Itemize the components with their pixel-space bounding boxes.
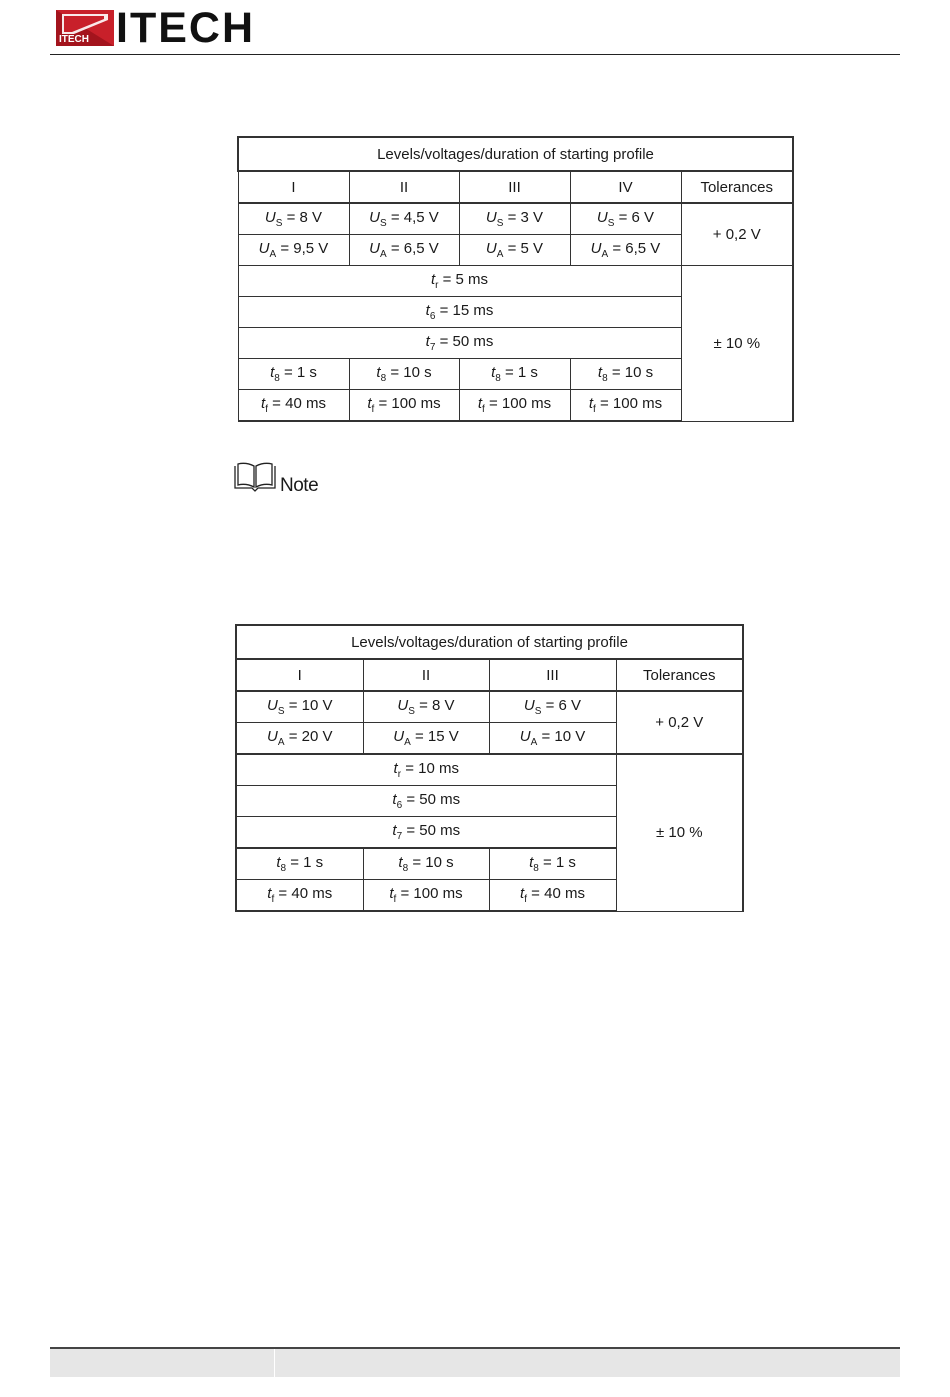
tf-value: = 40 ms — [272, 395, 326, 412]
table-cell: $U_S = 6$ V — [489, 691, 616, 723]
t7-value: = 50 ms — [406, 822, 461, 839]
t8-value: = 1 s — [283, 364, 317, 381]
logo-mark-icon — [56, 10, 114, 46]
table-cell: $t_8 = 1$ s — [236, 848, 363, 880]
table-cell: $t_7 = 50$ ms — [236, 817, 616, 849]
t8-value: = 10 s — [390, 364, 432, 381]
us-value: = 6 V — [545, 697, 582, 714]
table-cell: $t_8 = 1$ s — [459, 359, 570, 390]
t8-value: = 1 s — [504, 364, 538, 381]
logo-wordmark: ITECH — [116, 4, 255, 52]
table-cell: $t_f = 40$ ms — [489, 880, 616, 912]
t6-value: = 15 ms — [439, 302, 494, 319]
tf-value: = 40 ms — [278, 885, 333, 902]
starting-profile-table-2 — [235, 624, 744, 912]
table-cell: $t_f = 40$ ms — [238, 390, 349, 422]
table-cell: $U_A = 5$ V — [459, 235, 570, 266]
column-header: III — [489, 659, 616, 691]
note-label: Note — [280, 475, 319, 496]
table-cell: $t_f = 100$ ms — [459, 390, 570, 422]
table-cell: $t_8 = 10$ s — [570, 359, 681, 390]
table-cell: $t_7 = 50$ ms — [238, 328, 681, 359]
column-header: Tolerances — [616, 659, 743, 691]
table-cell: $U_A = 10$ V — [489, 723, 616, 755]
open-book-icon — [232, 462, 278, 497]
ua-value: = 9,5 V — [280, 240, 329, 257]
logo-small-text: ITECH — [59, 34, 89, 45]
tr-value: = 5 ms — [442, 271, 489, 288]
us-value: = 8 V — [286, 209, 323, 226]
page-footer — [50, 1347, 900, 1377]
page-header — [0, 0, 950, 56]
t8-value: = 10 s — [611, 364, 654, 381]
table-cell: $U_S = 3$ V — [459, 203, 570, 235]
t6-value: = 50 ms — [406, 791, 461, 808]
table-cell: $t_8 = 1$ s — [489, 848, 616, 880]
tf-value: = 100 ms — [378, 395, 441, 412]
table-cell: $U_A = 6,5$ V — [349, 235, 459, 266]
voltage-tolerance: + 0,2 V — [681, 203, 793, 266]
table-cell: $t_8 = 10$ s — [363, 848, 489, 880]
column-header: II — [363, 659, 489, 691]
tf-value: = 100 ms — [489, 395, 552, 412]
column-header: III — [459, 171, 570, 203]
table-cell: $U_S = 8$ V — [238, 203, 349, 235]
tf-value: = 100 ms — [600, 395, 663, 412]
table-cell: $t_6 = 50$ ms — [236, 786, 616, 817]
table-cell: $t_f = 100$ ms — [349, 390, 459, 422]
t8-value: = 1 s — [542, 854, 576, 871]
column-header: IV — [570, 171, 681, 203]
table-cell: $U_S = 10$ V — [236, 691, 363, 723]
us-value: = 6 V — [618, 209, 655, 226]
column-header: I — [236, 659, 363, 691]
tf-value: = 100 ms — [400, 885, 463, 902]
table-cell: $U_S = 6$ V — [570, 203, 681, 235]
table-cell: $t_r = 10$ ms — [236, 754, 616, 786]
us-value: = 3 V — [507, 209, 544, 226]
ua-value: = 6,5 V — [390, 240, 439, 257]
note-callout — [232, 462, 318, 497]
table-cell: $U_S = 4,5$ V — [349, 203, 459, 235]
table-title: Levels/voltages/duration of starting profile — [236, 625, 743, 659]
t7-value: = 50 ms — [439, 333, 494, 350]
ua-value: = 20 V — [288, 728, 333, 745]
ua-value: = 6,5 V — [612, 240, 661, 257]
ua-value: = 5 V — [507, 240, 544, 257]
tr-value: = 10 ms — [405, 760, 459, 777]
table-cell: $t_f = 100$ ms — [363, 880, 489, 912]
table-title: Levels/voltages/duration of starting profile — [238, 137, 793, 171]
table-cell: $U_A = 9,5$ V — [238, 235, 349, 266]
starting-profile-table-1 — [237, 136, 794, 422]
table-cell: $U_A = 15$ V — [363, 723, 489, 755]
header-rule — [50, 54, 900, 55]
column-header: I — [238, 171, 349, 203]
table-cell: $U_S = 8$ V — [363, 691, 489, 723]
table-cell: $t_8 = 10$ s — [349, 359, 459, 390]
column-header: Tolerances — [681, 171, 793, 203]
table-cell: $t_f = 40$ ms — [236, 880, 363, 912]
us-value: = 4,5 V — [390, 209, 439, 226]
us-value: = 10 V — [288, 697, 333, 714]
tf-value: = 40 ms — [531, 885, 585, 902]
table-cell: $U_A = 6,5$ V — [570, 235, 681, 266]
table-cell: $t_6 = 15$ ms — [238, 297, 681, 328]
time-tolerance: ± 10 % — [681, 266, 793, 422]
table-cell: $t_r = 5$ ms — [238, 266, 681, 297]
us-value: = 8 V — [419, 697, 455, 714]
ua-value: = 15 V — [414, 728, 459, 745]
table-cell: $t_8 = 1$ s — [238, 359, 349, 390]
column-header: II — [349, 171, 459, 203]
footer-divider — [274, 1349, 275, 1377]
t8-value: = 1 s — [290, 854, 324, 871]
table-cell: $U_A = 20$ V — [236, 723, 363, 755]
t8-value: = 10 s — [412, 854, 454, 871]
voltage-tolerance: + 0,2 V — [616, 691, 743, 754]
itech-logo — [56, 4, 255, 52]
ua-value: = 10 V — [541, 728, 586, 745]
table-cell: $t_f = 100$ ms — [570, 390, 681, 422]
time-tolerance: ± 10 % — [616, 754, 743, 911]
